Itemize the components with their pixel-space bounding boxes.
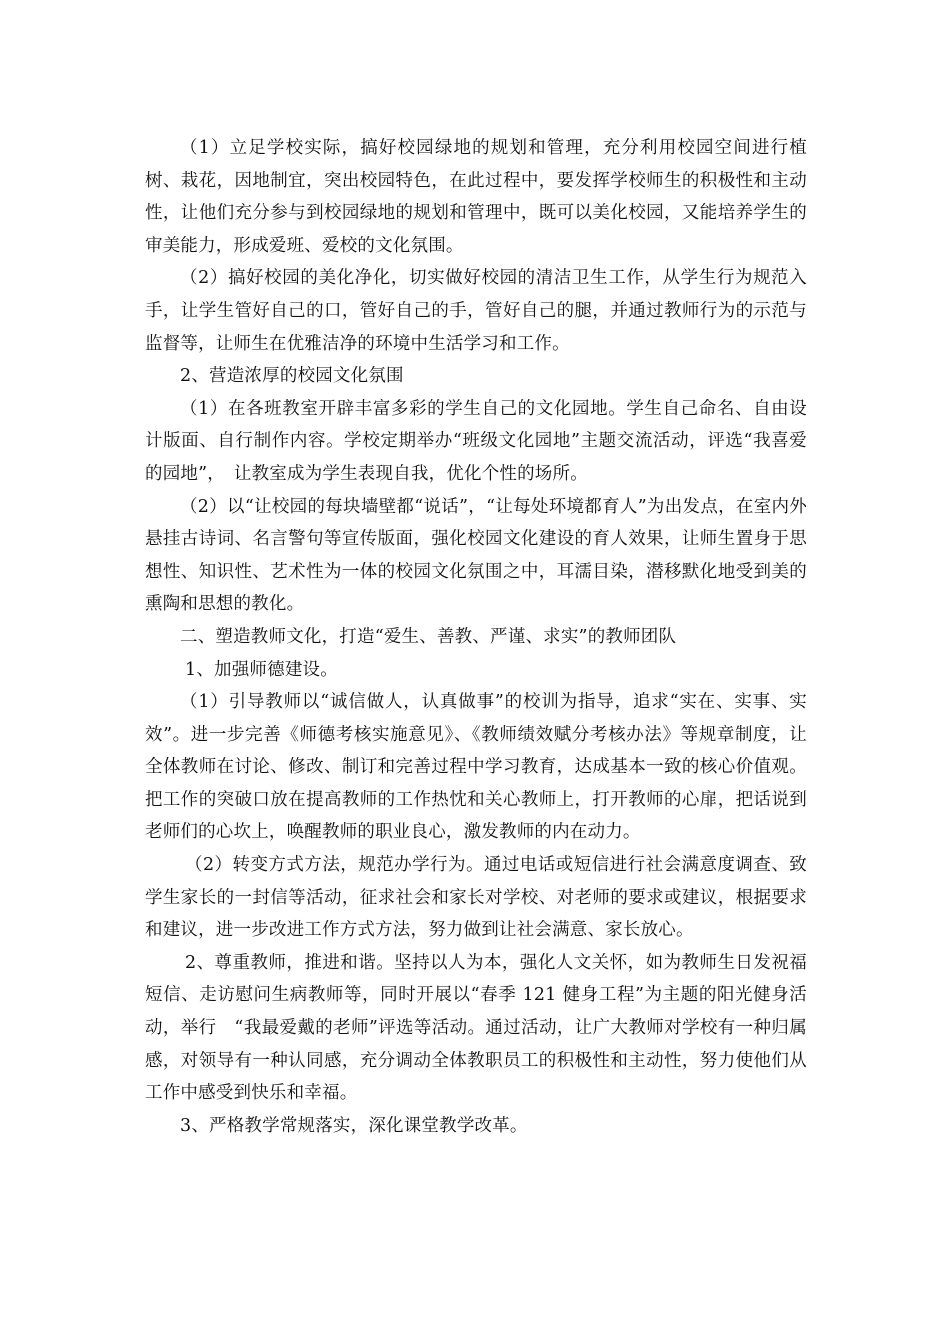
paragraph-5: （1）引导教师以“诚信做人，认真做事”的校训为指导，追求“实在、实事、实效”。进一步完善《师德考核实施意见》、《教师绩效赋分考核办法》等规章制度，让全体教师在讨论、修改、制订和完善过程中学习教育，达成基本一致的核心价值观。把工作的突破口放在提高教师的工作热忱和关心教师上，打开教师的心扉，把话说到老师们的心坎上，唤醒教师的职业良心，激发教师的内在动力。 bbox=[145, 692, 807, 843]
section-heading-3: 3、严格教学常规落实，深化课堂教学改革。 bbox=[180, 1115, 528, 1136]
paragraph-3: （1）在各班教室开辟丰富多彩的学生自己的文化园地。学生自己命名、自由设计版面、自行制作内容。学校定期举办“班级文化园地”主题交流活动，评选“我喜爱的园地”， 让教室成为学生表现自我，优化个性的场所。 bbox=[145, 398, 807, 484]
section-heading-2: 2、营造浓厚的校园文化氛围 bbox=[180, 366, 404, 387]
paragraph-1: （1）立足学校实际，搞好校园绿地的规划和管理，充分利用校园空间进行植树、栽花，因地制宜，突出校园特色，在此过程中，要发挥学校师生的积极性和主动性，让他们充分参与到校园绿地的规划和管理中，既可以美化校园，又能培养学生的审美能力，形成爱班、爱校的文化氛围。 bbox=[145, 138, 807, 256]
paragraph-7: 2、尊重教师，推进和谐。坚持以人为本，强化人文关怀，如为教师生日发祝福短信、走访慰问生病教师等，同时开展以“春季 121 健身工程”为主题的阳光健身活动，举行 “我最爱戴的老师”评选等活动。通过活动，让广大教师对学校有一种归属感，对领导有一种认同感，充分调动全体教职员工的积极性和主动性，努力使他们从工作中感受到快乐和幸福。 bbox=[145, 952, 807, 1104]
section-heading-1: 1、加强师德建设。 bbox=[185, 659, 338, 680]
paragraph-2: （2）搞好校园的美化净化，切实做好校园的清洁卫生工作，从学生行为规范入手，让学生管好自己的口，管好自己的手，管好自己的腿，并通过教师行为的示范与监督等，让师生在优雅洁净的环境中生活学习和工作。 bbox=[145, 268, 807, 354]
section-heading-chapter-2: 二、塑造教师文化，打造“爱生、善教、严谨、求实”的教师团队 bbox=[180, 626, 677, 647]
paragraph-4: （2）以“让校园的每块墙壁都“说话”，“让每处环境都育人”为出发点，在室内外悬挂古诗词、名言警句等宣传版面，强化校园文化建设的育人效果，让师生置身于思想性、知识性、艺术性为一体的校园文化氛围之中，耳濡目染，潜移默化地受到美的熏陶和思想的教化。 bbox=[145, 496, 807, 615]
document-body bbox=[145, 132, 807, 1142]
paragraph-6: （2）转变方式方法，规范办学行为。通过电话或短信进行社会满意度调查、致学生家长的一封信等活动，征求社会和家长对学校、对老师的要求或建议，根据要求和建议，进一步改进工作方式方法，努力做到让社会满意、家长放心。 bbox=[145, 855, 807, 941]
